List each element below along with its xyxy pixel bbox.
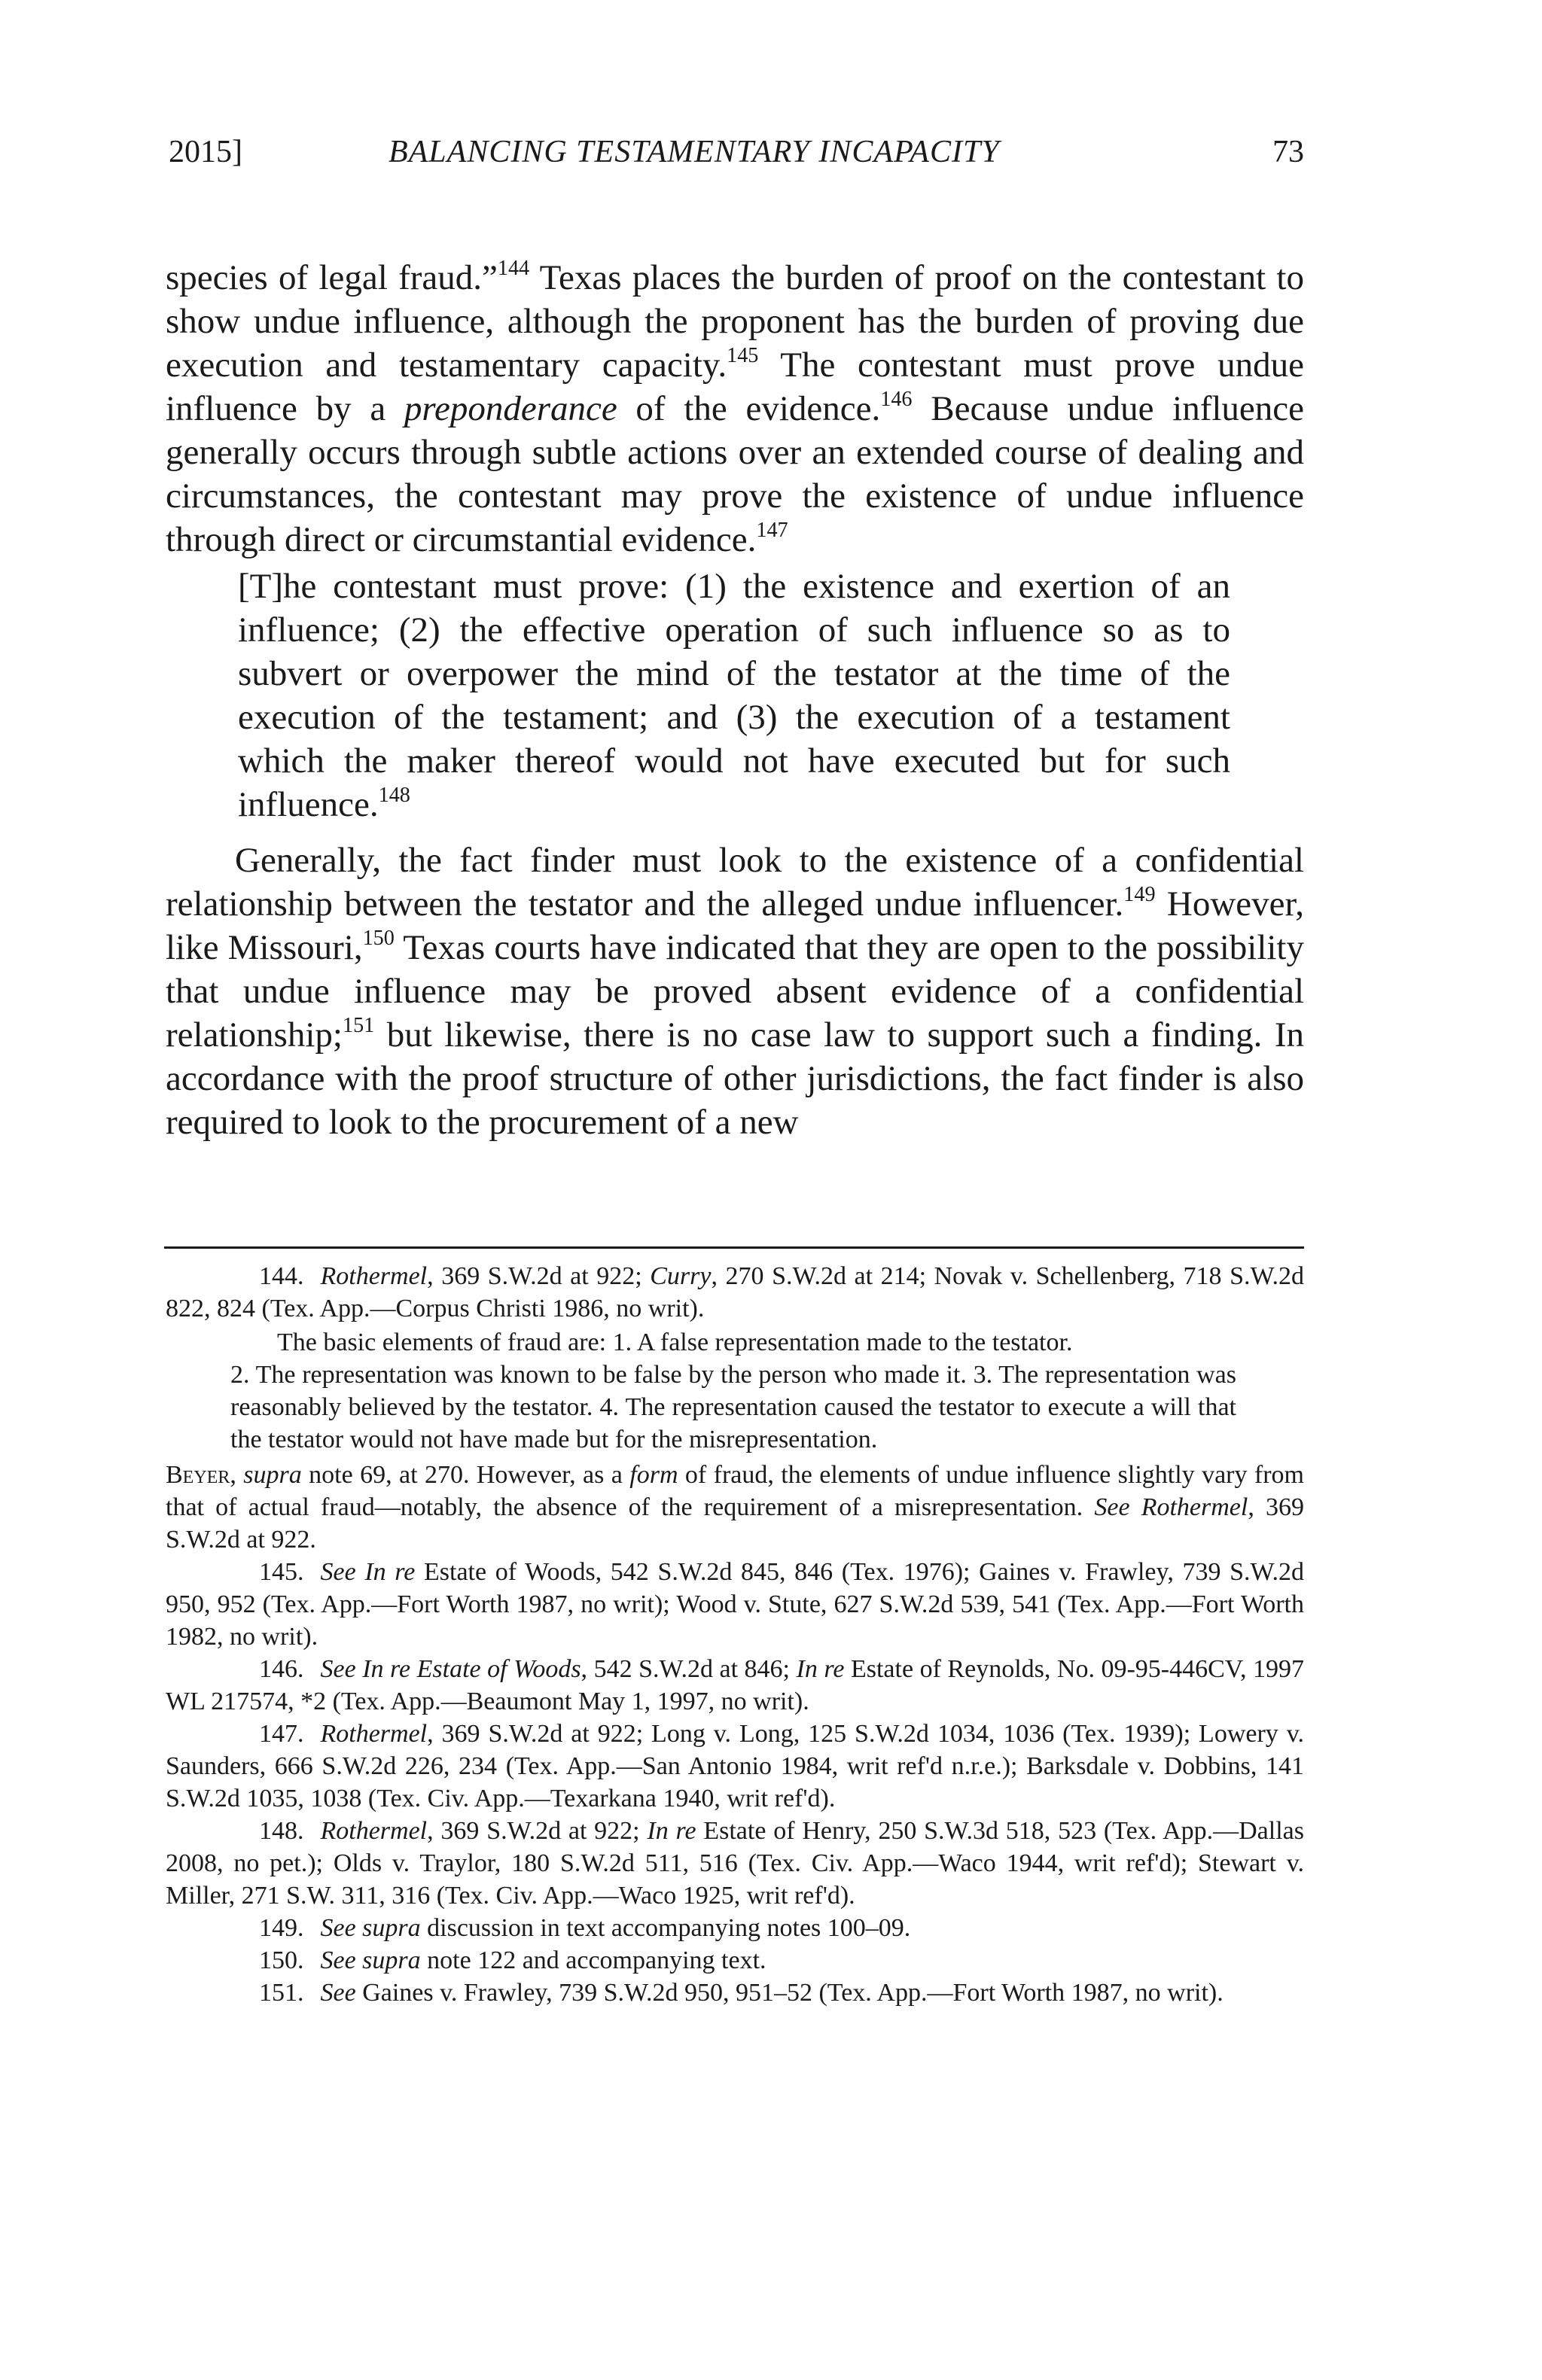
emphasis: preponderance <box>404 389 617 428</box>
footnote-number: 147. <box>259 1720 304 1748</box>
footnote-number: 151. <box>259 1979 304 2007</box>
text-run: Estate of Woods, 542 S.W.2d 845, 846 (Tex. 1976); Gaines v. Frawley, 739 S.W.2d 950, 952 (Tex. App.—Fort Worth 1987, no writ); Wood v. Stute, 627 S.W.2d 539, 541 (Tex. App.—Fort Worth 1982, no writ). <box>166 1558 1304 1651</box>
footnote-149 <box>166 1912 1304 1944</box>
text-run: Generally, the fact finder must look to the existence of a confidential relationship between the testator and the alleged undue influencer. <box>166 841 1304 924</box>
citation-name: Curry <box>650 1262 712 1290</box>
text-run: The contestant must prove undue influence by a <box>166 345 1304 428</box>
text-run: , 369 S.W.2d at 922; Long v. Long, 125 S.W.2d 1034, 1036 (Tex. 1939); Lowery v. Saunders, 666 S.W.2d 226, 234 (Tex. App.—San Antonio 1984, writ ref'd n.r.e.); Barksdale v. Dobbins, 141 S.W.2d 1035, 1038 (Tex. Civ. App.—Texarkana 1940, writ ref'd). <box>166 1720 1304 1812</box>
text-run: note 69, at 270. However, as a <box>301 1461 630 1489</box>
footnote-divider <box>164 1246 1304 1249</box>
citation-name: Rothermel <box>320 1720 428 1748</box>
block-quote <box>238 565 1230 826</box>
citation-name: Rothermel <box>320 1817 428 1845</box>
text-run: note 122 and accompanying text. <box>420 1946 766 1974</box>
text-run: , <box>230 1461 244 1489</box>
text-run: but likewise, there is no case law to support such a finding. In accordance with the proof structure of other jurisdictions, the fact finder is also required to look to the procurement of a new <box>166 1015 1304 1142</box>
footnote-number: 149. <box>259 1914 304 1942</box>
footnote-151 <box>166 1977 1304 2009</box>
text-run: Estate of Reynolds, No. 09-95-446CV, 1997 WL 217574, *2 (Tex. App.—Beaumont May 1, 1997, no writ). <box>166 1655 1304 1715</box>
text-run: Because undue influence generally occurs through subtle actions over an extended course of dealing and circumstances, the contestant may prove the existence of undue influence through direct or circumstantial evidence. <box>166 389 1305 559</box>
signal: See <box>320 1979 356 2007</box>
footnote-144 <box>166 1260 1304 1325</box>
text-run: Texas courts have indicated that they are open to the possibility that undue influence may be proved absent evidence of a confidential relationship; <box>166 928 1304 1055</box>
quote-text: [T]he contestant must prove: (1) the existence and exertion of an influence; (2) the effective operation of such influence so as to subvert or overpower the mind of the testator at the time of the execution of the testament; and (3) the execution of a testament which the maker thereof would not have executed but for such influence. <box>238 567 1230 824</box>
emphasis: form <box>629 1461 678 1489</box>
citation-name: Rothermel <box>320 1262 428 1290</box>
footnote-ref-151: 151 <box>342 1013 375 1037</box>
running-header <box>169 134 1304 179</box>
emphasis: In re <box>796 1655 845 1683</box>
emphasis: supra <box>243 1461 302 1489</box>
footnote-ref-147: 147 <box>756 518 788 542</box>
volume-year: 2015] <box>169 135 242 169</box>
running-title: BALANCING TESTAMENTARY INCAPACITY <box>389 135 1000 169</box>
text-run: , 542 S.W.2d at 846; <box>581 1655 797 1683</box>
text-run: of the evidence. <box>617 389 881 428</box>
footnote-150 <box>166 1944 1304 1977</box>
footnote-146 <box>166 1653 1304 1718</box>
footnote-148 <box>166 1815 1304 1912</box>
footnote-ref-144: 144 <box>497 256 530 280</box>
signal: See supra <box>320 1914 421 1942</box>
text-run: However, like Missouri, <box>166 884 1305 967</box>
author-name: Beyer <box>166 1461 230 1489</box>
footnote-144-quote <box>230 1326 1236 1456</box>
footnotes <box>166 1260 1304 2009</box>
footnote-number: 150. <box>259 1946 304 1974</box>
signal: See In re Estate of Woods <box>320 1655 581 1683</box>
footnote-147 <box>166 1718 1304 1815</box>
paragraph-2 <box>166 838 1304 1144</box>
signal: See supra <box>320 1946 421 1974</box>
text-run: discussion in text accompanying notes 100–09. <box>420 1914 911 1942</box>
footnote-144-continued <box>166 1459 1304 1556</box>
footnote-ref-149: 149 <box>1123 882 1156 906</box>
text-run: , 270 S.W.2d at 214; Novak v. Schellenberg, 718 S.W.2d 822, 824 (Tex. App.—Corpus Christi 1986, no writ). <box>166 1262 1304 1322</box>
text-run: of fraud, the elements of undue influence slightly vary from that of actual fraud—notably, the absence of the requirement of a misrepresentation. <box>166 1461 1305 1521</box>
footnote-ref-145: 145 <box>727 343 759 367</box>
text-run: , 369 S.W.2d at 922; <box>427 1262 651 1290</box>
text-run: , 369 S.W.2d at 922. <box>166 1493 1305 1554</box>
emphasis: In re <box>647 1817 696 1845</box>
page-number: 73 <box>1272 135 1304 169</box>
footnote-ref-150: 150 <box>362 926 395 950</box>
text-run: species of legal fraud.” <box>166 258 498 297</box>
text-run: , 369 S.W.2d at 922; <box>427 1817 648 1845</box>
emphasis: See Rothermel <box>1094 1493 1248 1521</box>
footnote-number: 145. <box>259 1558 304 1586</box>
text-run: Gaines v. Frawley, 739 S.W.2d 950, 951–52 (Tex. App.—Fort Worth 1987, no writ). <box>355 1979 1224 2007</box>
main-text <box>166 256 1304 1144</box>
footnote-number: 146. <box>259 1655 304 1683</box>
footnote-145 <box>166 1556 1304 1653</box>
signal: See In re <box>320 1558 416 1586</box>
text-run: Texas places the burden of proof on the contestant to show undue influence, although the proponent has the burden of proving due execution and testamentary capacity. <box>166 258 1304 385</box>
paragraph-1 <box>166 256 1304 562</box>
footnote-number: 148. <box>259 1817 304 1845</box>
footnote-ref-146: 146 <box>880 387 913 411</box>
footnote-number: 144. <box>259 1262 304 1290</box>
text-run: Estate of Henry, 250 S.W.3d 518, 523 (Tex. App.—Dallas 2008, no pet.); Olds v. Traylor, 180 S.W.2d 511, 516 (Tex. Civ. App.—Waco 1944, writ ref'd); Stewart v. Miller, 271 S.W. 311, 316 (Tex. Civ. App.—Waco 1925, writ ref'd). <box>166 1817 1304 1910</box>
quote-text: 2. The representation was known to be false by the person who made it. 3. The representation was reasonably believed by the testator. 4. The representation caused the testator to execute a will that the testator would not have made but for the misrepresentation. <box>230 1361 1236 1453</box>
footnote-ref-148: 148 <box>378 783 410 807</box>
quote-line: The basic elements of fraud are: 1. A false representation made to the testator. <box>277 1328 1073 1356</box>
